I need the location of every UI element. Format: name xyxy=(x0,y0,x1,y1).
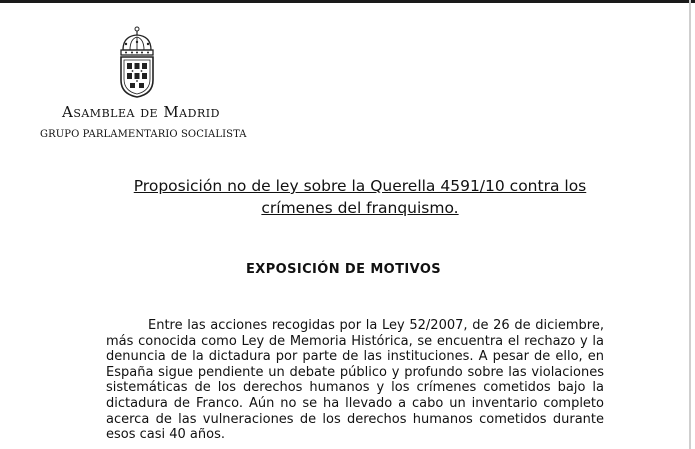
parliamentary-group: GRUPO PARLAMENTARIO SOCIALISTA xyxy=(40,129,247,140)
organization-name: Asamblea de Madrid xyxy=(62,103,220,121)
document-title xyxy=(100,175,620,219)
paragraph-line: dictadura de Franco. Aún no se ha llevado a cabo un inventario completo xyxy=(106,395,604,411)
page-top-border xyxy=(0,0,695,3)
title-line: crímenes del franquismo. xyxy=(261,199,459,217)
paragraph-line: acerca de las vulneraciones de los derechos humanos cometidos durante xyxy=(106,411,604,427)
body-paragraph xyxy=(106,318,604,443)
paragraph-line: Entre las acciones recogidas por la Ley 52/2007, de 26 de diciembre, xyxy=(148,318,604,333)
crown-crest-icon xyxy=(114,26,160,98)
section-heading: EXPOSICIÓN DE MOTIVOS xyxy=(246,262,442,277)
paragraph-line: denuncia de la dictadura por parte de las instituciones. A pesar de ello, en xyxy=(106,349,604,365)
paragraph-line: España sigue pendiente un debate público y profundo sobre las violaciones xyxy=(106,364,604,380)
paragraph-line: más conocida como Ley de Memoria Histórica, se encuentra el rechazo y la xyxy=(106,333,604,349)
title-line: Proposición no de ley sobre la Querella 4591/10 contra los xyxy=(133,177,587,195)
paragraph-line: esos casi 40 años. xyxy=(106,427,225,443)
page-right-border xyxy=(689,0,691,449)
paragraph-line: sistemáticas de los derechos humanos y los crímenes cometidos bajo la xyxy=(106,380,604,396)
